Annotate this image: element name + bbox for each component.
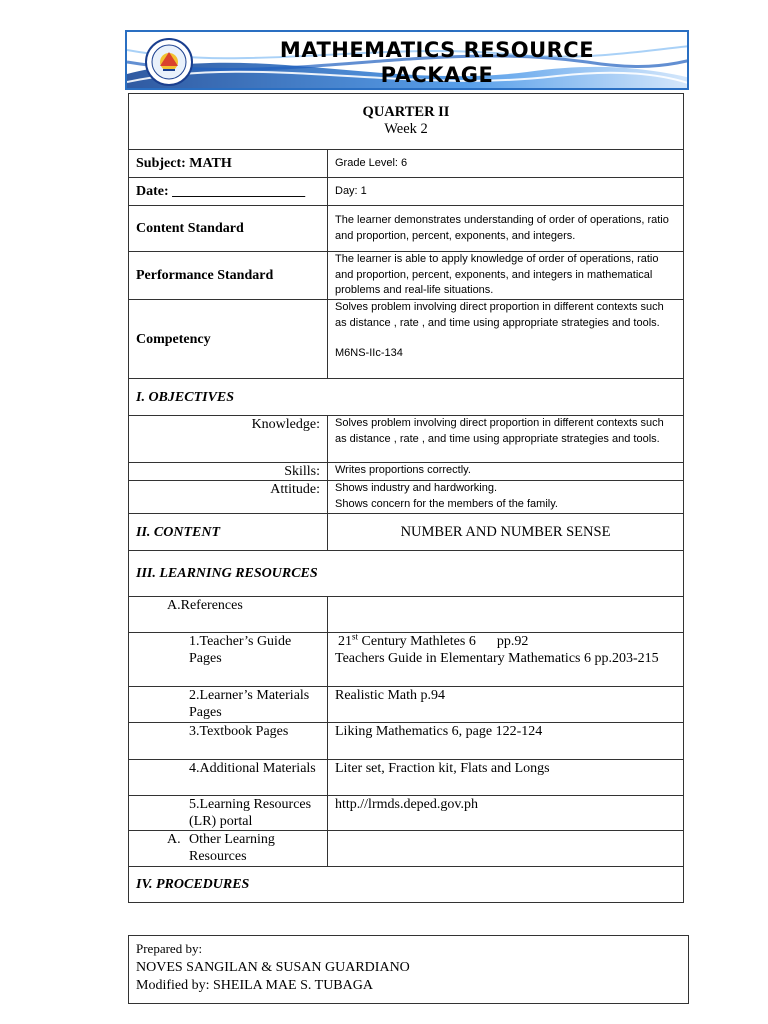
teachers-guide-line-1	[335, 633, 676, 650]
teachers-guide-line-2: Teachers Guide in Elementary Mathematics 6 pp.203-215	[335, 651, 659, 666]
performance-standard-row	[129, 252, 684, 300]
deped-seal-icon	[145, 38, 193, 86]
procedures-row	[129, 867, 684, 903]
other-resources-row	[129, 831, 684, 867]
textbook-label: 3.Textbook Pages	[129, 723, 328, 760]
other-resources-empty	[328, 831, 684, 867]
learners-materials-text: Realistic Math p.94	[328, 687, 684, 723]
lr-portal-row	[129, 796, 684, 831]
competency-text: Solves problem involving direct proportion in different contexts such as distance , rate , and time using appropriate strategies and tools.	[335, 301, 664, 329]
additional-materials-label: 4.Additional Materials	[129, 760, 328, 796]
other-resources-label: Other Learning Resources	[189, 832, 275, 864]
skills-label: Skills:	[129, 463, 328, 481]
skills-row	[129, 463, 684, 481]
objectives-heading: I. OBJECTIVES	[129, 379, 684, 416]
lr-portal-label: 5.Learning Resources (LR) portal	[129, 796, 328, 831]
references-label: A.References	[129, 597, 328, 633]
title-line-2: PACKAGE	[380, 63, 494, 87]
knowledge-text: Solves problem involving direct proportion in different contexts such as distance , rate , and time using appropriate strategies and tools.	[328, 416, 684, 463]
learners-materials-row	[129, 687, 684, 723]
additional-materials-row	[129, 760, 684, 796]
date-field: Date: ___________________	[129, 178, 328, 206]
content-standard-label: Content Standard	[129, 206, 328, 252]
teachers-guide-label: 1.Teacher’s Guide Pages	[129, 633, 328, 687]
competency-row	[129, 300, 684, 379]
content-heading: II. CONTENT	[129, 514, 328, 551]
attitude-cell	[328, 481, 684, 514]
header-banner	[125, 30, 689, 90]
references-empty	[328, 597, 684, 633]
attitude-label: Attitude:	[129, 481, 328, 514]
performance-standard-text: The learner is able to apply knowledge of order of operations, ratio and proportion, percent, exponents, and integers in mathematical problems and real-life situations.	[328, 252, 684, 300]
grade-level: Grade Level: 6	[328, 150, 684, 178]
lr-portal-link[interactable]: http.//lrmds.deped.gov.ph	[328, 796, 684, 831]
competency-code: M6NS-IIc-134	[335, 347, 403, 359]
teachers-guide-cell	[328, 633, 684, 687]
content-text: NUMBER AND NUMBER SENSE	[328, 514, 684, 551]
knowledge-row	[129, 416, 684, 463]
procedures-heading: IV. PROCEDURES	[129, 867, 684, 903]
lesson-plan-table	[128, 93, 684, 903]
objectives-heading-row	[129, 379, 684, 416]
additional-materials-text: Liter set, Fraction kit, Flats and Longs	[328, 760, 684, 796]
attitude-text-2: Shows concern for the members of the family.	[335, 497, 558, 510]
skills-text: Writes proportions correctly.	[328, 463, 684, 481]
resources-heading: III. LEARNING RESOURCES	[129, 551, 684, 597]
week-label: Week 2	[384, 121, 428, 137]
date-row	[129, 178, 684, 206]
tg-number: 21	[338, 634, 352, 649]
modified-by: Modified by: SHEILA MAE S. TUBAGA	[136, 978, 373, 993]
teachers-guide-row	[129, 633, 684, 687]
knowledge-label: Knowledge:	[129, 416, 328, 463]
content-standard-text: The learner demonstrates understanding of order of operations, ratio and proportion, percent, exponents, and integers.	[328, 206, 684, 252]
performance-standard-label: Performance Standard	[129, 252, 328, 300]
attitude-text-1: Shows industry and hardworking.	[335, 482, 498, 494]
textbook-row	[129, 723, 684, 760]
competency-cell	[328, 300, 684, 379]
other-resources-item	[167, 831, 320, 865]
quarter-row	[129, 94, 684, 150]
prepared-by-label: Prepared by:	[136, 941, 203, 956]
competency-label: Competency	[129, 300, 328, 379]
textbook-text: Liking Mathematics 6, page 122-124	[328, 723, 684, 760]
subject-label: Subject: MATH	[129, 150, 328, 178]
tg-title: Century Mathletes 6 pp.92	[358, 634, 529, 649]
title-line-1: MATHEMATICS RESOURCE	[279, 38, 595, 62]
subject-row	[129, 150, 684, 178]
document-title	[247, 38, 627, 88]
footer-credits	[128, 935, 689, 1004]
learners-materials-label: 2.Learner’s Materials Pages	[129, 687, 328, 723]
content-row	[129, 514, 684, 551]
tg-superscript: st	[352, 631, 359, 642]
quarter-cell	[129, 94, 684, 150]
prepared-by-names: NOVES SANGILAN & SUSAN GUARDIANO	[136, 959, 410, 975]
other-resources-cell	[129, 831, 328, 867]
content-standard-row	[129, 206, 684, 252]
quarter-label: QUARTER II	[362, 104, 450, 120]
resources-heading-row	[129, 551, 684, 597]
attitude-row	[129, 481, 684, 514]
other-resources-letter: A.	[167, 832, 181, 847]
day-value: Day: 1	[328, 178, 684, 206]
references-row	[129, 597, 684, 633]
